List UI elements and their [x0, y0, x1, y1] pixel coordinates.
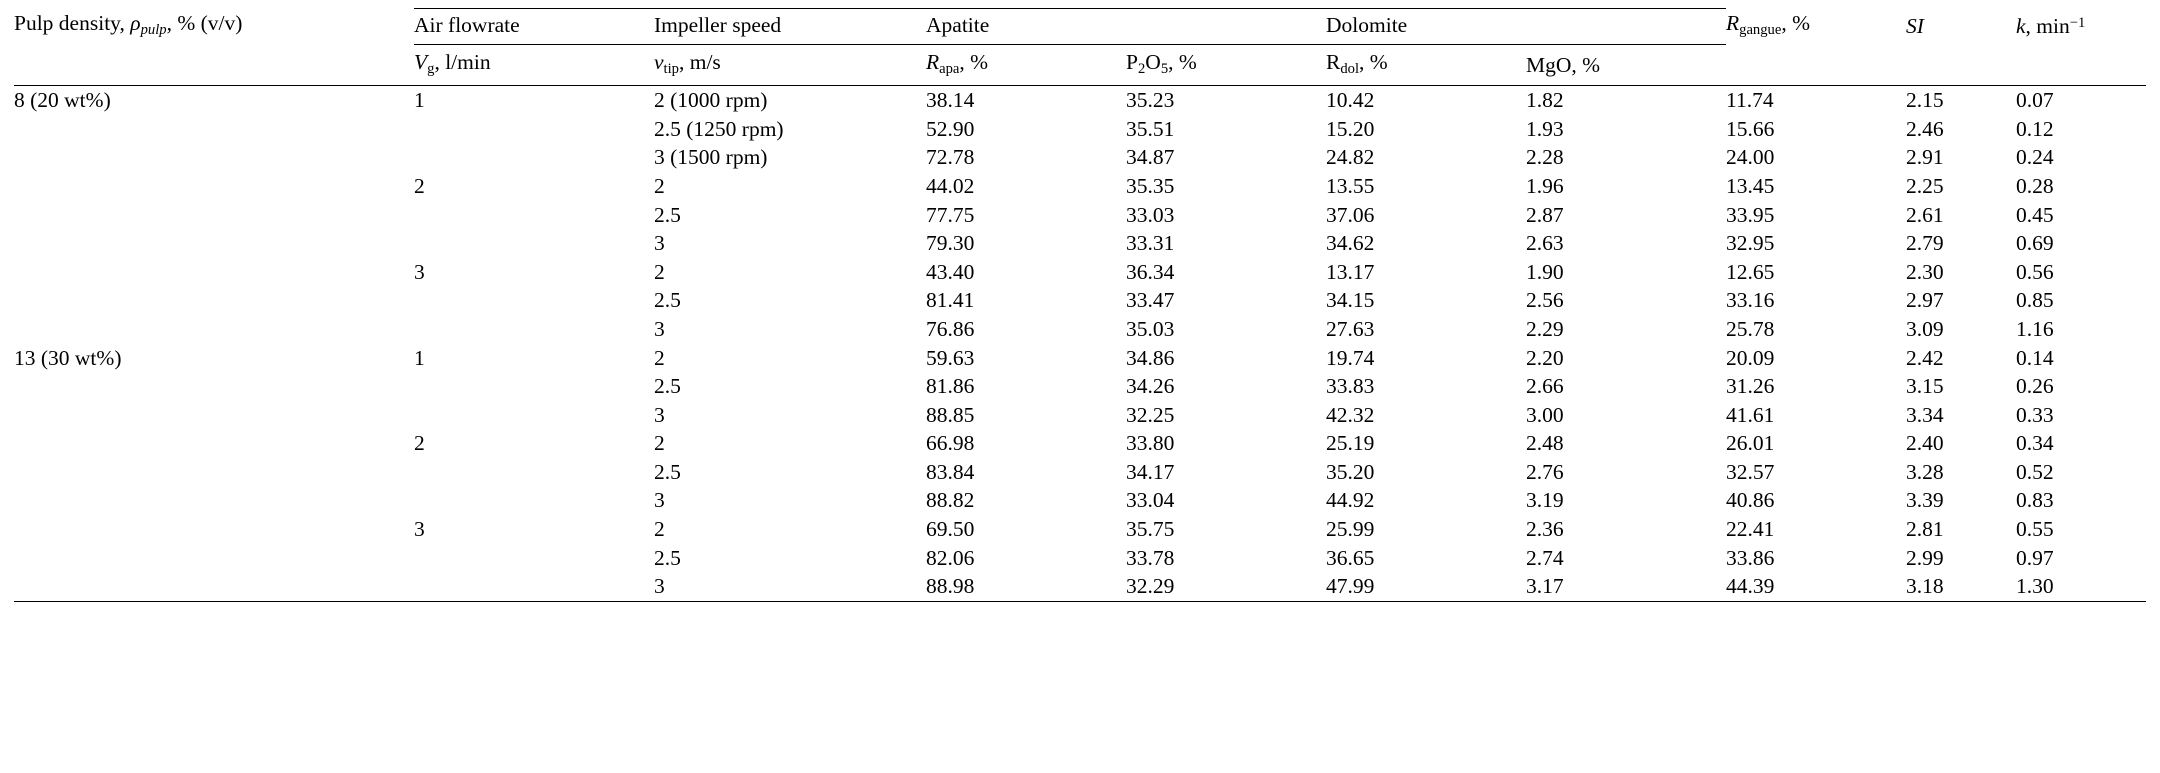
cell-air-flowrate — [414, 315, 654, 344]
cell-dolomite-mgo: 3.00 — [1526, 402, 1564, 427]
cell-impeller-speed: 2 — [654, 173, 665, 198]
table-row — [14, 143, 2146, 172]
cell-dolomite-r: 34.62 — [1326, 231, 1375, 256]
cell-air-flowrate — [414, 486, 654, 515]
cell-pulp-density — [14, 401, 414, 430]
cell-k: 0.45 — [2016, 202, 2054, 227]
header-r-dol: $R_{dol}$, % — [1326, 45, 1526, 86]
cell-apatite-r: 77.75 — [926, 202, 975, 227]
header-p2o5: $P_2O_5$, % — [1126, 45, 1326, 86]
cell-dolomite-r: 36.65 — [1326, 545, 1375, 570]
cell-si: 3.34 — [1906, 402, 1944, 427]
table-row — [14, 115, 2146, 144]
cell-si: 2.97 — [1906, 288, 1944, 313]
cell-k: 0.28 — [2016, 173, 2054, 198]
header-sub-blank-7 — [1726, 45, 1906, 86]
cell-r-gangue: 44.39 — [1726, 574, 1775, 599]
cell-apatite-r: 59.63 — [926, 345, 975, 370]
cell-si: 3.09 — [1906, 316, 1944, 341]
cell-air-flowrate — [414, 401, 654, 430]
cell-apatite-r: 66.98 — [926, 431, 975, 456]
cell-impeller-speed: 3 — [654, 231, 665, 256]
cell-apatite-r: 81.41 — [926, 288, 975, 313]
cell-apatite-p2o5: 36.34 — [1126, 259, 1175, 284]
header-apatite-blank — [1126, 9, 1326, 45]
table-row — [14, 515, 2146, 544]
cell-dolomite-r: 37.06 — [1326, 202, 1375, 227]
cell-apatite-r: 79.30 — [926, 231, 975, 256]
cell-dolomite-mgo: 1.82 — [1526, 88, 1564, 113]
cell-dolomite-r: 15.20 — [1326, 116, 1375, 141]
header-si: SI — [1906, 13, 1924, 38]
cell-air-flowrate — [414, 229, 654, 258]
cell-apatite-p2o5: 33.80 — [1126, 431, 1175, 456]
table-row — [14, 572, 2146, 601]
cell-k: 0.12 — [2016, 116, 2054, 141]
cell-apatite-r: 69.50 — [926, 517, 975, 542]
cell-dolomite-mgo: 2.56 — [1526, 288, 1564, 313]
table-bottom-rule — [14, 601, 2146, 602]
cell-apatite-p2o5: 33.78 — [1126, 545, 1175, 570]
cell-pulp-density — [14, 172, 414, 201]
cell-r-gangue: 20.09 — [1726, 345, 1775, 370]
header-row-top — [14, 9, 2146, 45]
cell-pulp-density — [14, 572, 414, 601]
cell-si: 3.18 — [1906, 574, 1944, 599]
header-apatite: Apatite — [926, 9, 1126, 45]
cell-si: 2.25 — [1906, 173, 1944, 198]
cell-dolomite-mgo: 1.96 — [1526, 173, 1564, 198]
cell-si: 2.15 — [1906, 88, 1944, 113]
cell-dolomite-r: 42.32 — [1326, 402, 1375, 427]
cell-r-gangue: 11.74 — [1726, 88, 1774, 113]
cell-apatite-p2o5: 34.26 — [1126, 374, 1175, 399]
header-sub-blank-8 — [1906, 45, 2016, 86]
cell-apatite-p2o5: 35.75 — [1126, 517, 1175, 542]
cell-impeller-speed: 2 — [654, 431, 665, 456]
table-row — [14, 429, 2146, 458]
cell-impeller-speed: 2 — [654, 345, 665, 370]
cell-pulp-density: 13 (30 wt%) — [14, 345, 122, 370]
cell-air-flowrate: 2 — [414, 173, 425, 198]
cell-apatite-r: 38.14 — [926, 88, 975, 113]
cell-pulp-density — [14, 115, 414, 144]
cell-r-gangue: 13.45 — [1726, 173, 1775, 198]
table-body — [14, 86, 2146, 601]
cell-k: 1.30 — [2016, 574, 2054, 599]
cell-dolomite-r: 35.20 — [1326, 459, 1375, 484]
cell-si: 3.39 — [1906, 488, 1944, 513]
cell-dolomite-mgo: 1.90 — [1526, 259, 1564, 284]
cell-pulp-density — [14, 315, 414, 344]
table-row — [14, 315, 2146, 344]
cell-impeller-speed: 2.5 — [654, 202, 681, 227]
cell-k: 0.97 — [2016, 545, 2054, 570]
cell-impeller-speed: 3 — [654, 402, 665, 427]
cell-apatite-r: 52.90 — [926, 116, 975, 141]
cell-si: 2.42 — [1906, 345, 1944, 370]
cell-si: 2.79 — [1906, 231, 1944, 256]
cell-dolomite-mgo: 2.48 — [1526, 431, 1564, 456]
cell-dolomite-mgo: 2.76 — [1526, 459, 1564, 484]
cell-pulp-density — [14, 286, 414, 315]
cell-impeller-speed: 2.5 — [654, 545, 681, 570]
cell-k: 0.33 — [2016, 402, 2054, 427]
cell-k: 0.52 — [2016, 459, 2054, 484]
table-row — [14, 458, 2146, 487]
cell-r-gangue: 33.16 — [1726, 288, 1775, 313]
cell-air-flowrate: 3 — [414, 259, 425, 284]
cell-si: 2.91 — [1906, 145, 1944, 170]
header-vg: $V_g$, l/min — [414, 45, 654, 86]
cell-si: 2.81 — [1906, 517, 1944, 542]
cell-k: 0.26 — [2016, 374, 2054, 399]
header-dolomite: Dolomite — [1326, 9, 1526, 45]
cell-dolomite-r: 10.42 — [1326, 88, 1375, 113]
cell-dolomite-r: 25.99 — [1326, 517, 1375, 542]
cell-dolomite-mgo: 2.74 — [1526, 545, 1564, 570]
cell-r-gangue: 12.65 — [1726, 259, 1775, 284]
cell-dolomite-r: 13.55 — [1326, 173, 1375, 198]
cell-k: 0.69 — [2016, 231, 2054, 256]
cell-air-flowrate — [414, 201, 654, 230]
cell-apatite-r: 44.02 — [926, 173, 975, 198]
cell-pulp-density — [14, 544, 414, 573]
cell-pulp-density — [14, 486, 414, 515]
cell-air-flowrate: 3 — [414, 517, 425, 542]
cell-dolomite-mgo: 2.36 — [1526, 517, 1564, 542]
cell-r-gangue: 24.00 — [1726, 145, 1775, 170]
cell-apatite-p2o5: 35.23 — [1126, 88, 1175, 113]
table-row — [14, 286, 2146, 315]
cell-r-gangue: 32.95 — [1726, 231, 1775, 256]
cell-r-gangue: 31.26 — [1726, 374, 1775, 399]
table-header — [14, 9, 2146, 87]
header-air-flowrate: Air flowrate — [414, 9, 654, 45]
cell-air-flowrate — [414, 286, 654, 315]
cell-impeller-speed: 2.5 — [654, 288, 681, 313]
cell-k: 0.14 — [2016, 345, 2054, 370]
cell-dolomite-mgo: 3.17 — [1526, 574, 1564, 599]
header-k: k, $\min^{-1}$ — [2016, 13, 2086, 38]
cell-dolomite-r: 19.74 — [1326, 345, 1375, 370]
header-sub-blank-0 — [14, 45, 414, 86]
cell-air-flowrate — [414, 143, 654, 172]
cell-si: 2.46 — [1906, 116, 1944, 141]
cell-pulp-density — [14, 229, 414, 258]
cell-air-flowrate: 2 — [414, 431, 425, 456]
header-r-apa: $R_{apa}$, % — [926, 45, 1126, 86]
cell-apatite-p2o5: 35.03 — [1126, 316, 1175, 341]
cell-apatite-r: 72.78 — [926, 145, 975, 170]
cell-apatite-r: 83.84 — [926, 459, 975, 484]
cell-dolomite-r: 25.19 — [1326, 431, 1375, 456]
cell-impeller-speed: 2 — [654, 517, 665, 542]
cell-k: 0.34 — [2016, 431, 2054, 456]
cell-air-flowrate — [414, 572, 654, 601]
cell-pulp-density — [14, 515, 414, 544]
cell-r-gangue: 33.95 — [1726, 202, 1775, 227]
cell-impeller-speed: 3 — [654, 316, 665, 341]
cell-k: 0.85 — [2016, 288, 2054, 313]
table-row — [14, 344, 2146, 373]
cell-k: 0.56 — [2016, 259, 2054, 284]
cell-k: 0.55 — [2016, 517, 2054, 542]
cell-r-gangue: 26.01 — [1726, 431, 1775, 456]
cell-r-gangue: 32.57 — [1726, 459, 1775, 484]
cell-impeller-speed: 2.5 (1250 rpm) — [654, 116, 784, 141]
cell-dolomite-mgo: 2.87 — [1526, 202, 1564, 227]
cell-k: 1.16 — [2016, 316, 2054, 341]
cell-apatite-p2o5: 32.29 — [1126, 574, 1175, 599]
cell-r-gangue: 33.86 — [1726, 545, 1775, 570]
header-pulp-density: Pulp density, $\rho_{pulp}$, % (v/v) — [14, 10, 243, 38]
cell-si: 3.28 — [1906, 459, 1944, 484]
cell-k: 0.24 — [2016, 145, 2054, 170]
cell-r-gangue: 25.78 — [1726, 316, 1775, 341]
cell-apatite-p2o5: 32.25 — [1126, 402, 1175, 427]
header-r-gangue: $R_{gangue}$, % — [1726, 10, 1810, 38]
cell-si: 2.61 — [1906, 202, 1944, 227]
cell-r-gangue: 40.86 — [1726, 488, 1775, 513]
cell-impeller-speed: 3 — [654, 574, 665, 599]
header-mgo: MgO, % — [1526, 45, 1726, 86]
cell-apatite-r: 81.86 — [926, 374, 975, 399]
table-row — [14, 172, 2146, 201]
header-vtip: $v_{tip}$, m/s — [654, 45, 926, 86]
cell-si: 2.30 — [1906, 259, 1944, 284]
cell-apatite-r: 88.82 — [926, 488, 975, 513]
cell-impeller-speed: 2 (1000 rpm) — [654, 88, 768, 113]
cell-dolomite-r: 24.82 — [1326, 145, 1375, 170]
cell-dolomite-r: 27.63 — [1326, 316, 1375, 341]
cell-pulp-density — [14, 258, 414, 287]
table-row — [14, 201, 2146, 230]
cell-apatite-r: 43.40 — [926, 259, 975, 284]
header-dolomite-blank — [1526, 9, 1726, 45]
cell-si: 2.40 — [1906, 431, 1944, 456]
table-row — [14, 229, 2146, 258]
cell-apatite-p2o5: 33.03 — [1126, 202, 1175, 227]
cell-dolomite-r: 44.92 — [1326, 488, 1375, 513]
cell-dolomite-r: 33.83 — [1326, 374, 1375, 399]
cell-dolomite-mgo: 2.29 — [1526, 316, 1564, 341]
cell-apatite-p2o5: 34.17 — [1126, 459, 1175, 484]
cell-dolomite-mgo: 2.63 — [1526, 231, 1564, 256]
cell-si: 2.99 — [1906, 545, 1944, 570]
table-row — [14, 372, 2146, 401]
cell-apatite-r: 82.06 — [926, 545, 975, 570]
cell-impeller-speed: 2.5 — [654, 374, 681, 399]
cell-apatite-p2o5: 35.51 — [1126, 116, 1175, 141]
cell-impeller-speed: 2.5 — [654, 459, 681, 484]
cell-k: 0.83 — [2016, 488, 2054, 513]
cell-air-flowrate — [414, 458, 654, 487]
cell-air-flowrate — [414, 544, 654, 573]
cell-dolomite-mgo: 2.66 — [1526, 374, 1564, 399]
cell-air-flowrate — [414, 115, 654, 144]
cell-dolomite-mgo: 2.28 — [1526, 145, 1564, 170]
table-row — [14, 486, 2146, 515]
cell-apatite-r: 88.98 — [926, 574, 975, 599]
cell-dolomite-r: 47.99 — [1326, 574, 1375, 599]
cell-dolomite-r: 13.17 — [1326, 259, 1375, 284]
table-row — [14, 258, 2146, 287]
cell-air-flowrate: 1 — [414, 345, 425, 370]
cell-pulp-density — [14, 143, 414, 172]
cell-apatite-r: 88.85 — [926, 402, 975, 427]
cell-apatite-p2o5: 33.04 — [1126, 488, 1175, 513]
cell-impeller-speed: 3 — [654, 488, 665, 513]
cell-k: 0.07 — [2016, 88, 2054, 113]
cell-r-gangue: 15.66 — [1726, 116, 1775, 141]
header-sub-blank-9 — [2016, 45, 2146, 86]
table-row — [14, 86, 2146, 115]
cell-r-gangue: 22.41 — [1726, 517, 1775, 542]
cell-impeller-speed: 3 (1500 rpm) — [654, 145, 768, 170]
cell-pulp-density — [14, 458, 414, 487]
cell-apatite-p2o5: 33.47 — [1126, 288, 1175, 313]
cell-pulp-density — [14, 201, 414, 230]
cell-dolomite-mgo: 1.93 — [1526, 116, 1564, 141]
table-row — [14, 401, 2146, 430]
cell-si: 3.15 — [1906, 374, 1944, 399]
cell-dolomite-mgo: 2.20 — [1526, 345, 1564, 370]
table-footer — [14, 601, 2146, 602]
cell-apatite-p2o5: 35.35 — [1126, 173, 1175, 198]
results-table — [14, 8, 2146, 602]
table-row — [14, 544, 2146, 573]
cell-dolomite-mgo: 3.19 — [1526, 488, 1564, 513]
cell-apatite-p2o5: 34.87 — [1126, 145, 1175, 170]
cell-dolomite-r: 34.15 — [1326, 288, 1375, 313]
cell-r-gangue: 41.61 — [1726, 402, 1775, 427]
cell-apatite-p2o5: 34.86 — [1126, 345, 1175, 370]
cell-impeller-speed: 2 — [654, 259, 665, 284]
cell-air-flowrate — [414, 372, 654, 401]
header-row-sub — [14, 45, 2146, 86]
cell-apatite-p2o5: 33.31 — [1126, 231, 1175, 256]
cell-pulp-density — [14, 372, 414, 401]
cell-pulp-density — [14, 429, 414, 458]
cell-apatite-r: 76.86 — [926, 316, 975, 341]
header-impeller-speed: Impeller speed — [654, 9, 926, 45]
cell-air-flowrate: 1 — [414, 88, 425, 113]
cell-pulp-density: 8 (20 wt%) — [14, 88, 111, 113]
